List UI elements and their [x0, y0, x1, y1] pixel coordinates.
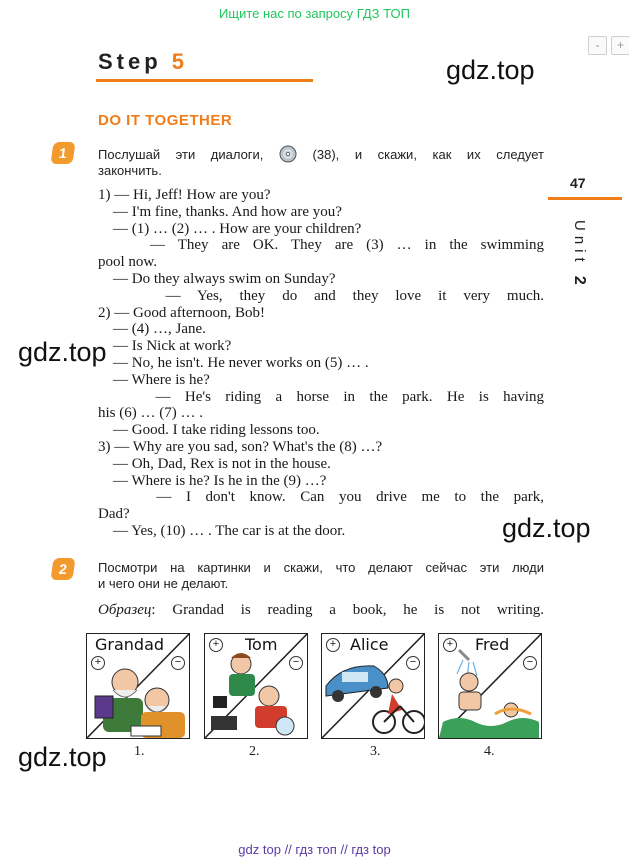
plus-icon: +: [209, 638, 223, 652]
dialogue-line: pool now.: [98, 254, 158, 271]
unit-label: Unit 2: [571, 220, 588, 285]
exercise-1-instruction: Послушай эти диалоги, (38), и скажи, как их следует закончить.: [98, 147, 544, 178]
step-label: Step: [98, 49, 162, 74]
side-divider: [548, 197, 622, 200]
dialogue-line: — Oh, Dad, Rex is not in the house.: [98, 455, 331, 472]
dialogue-line: — Where is he?: [98, 371, 210, 388]
dialogue-line: — No, he isn't. He never works on (5) … .: [98, 354, 369, 371]
step-heading: [98, 49, 188, 75]
exercise-2-badge: 2: [50, 558, 75, 580]
minus-icon: −: [171, 656, 185, 670]
minus-icon: −: [523, 656, 537, 670]
plus-icon: +: [443, 638, 457, 652]
watermark-top: gdz.top: [446, 55, 535, 85]
exercise-1-dialogues: [98, 187, 544, 540]
dialogue-line: — I don't know. Can you drive me to the park,: [98, 489, 544, 506]
exercise-2-instruction: Посмотри на картинки и скажи, что делают сейчас эти люди и чего они не делают.: [98, 560, 544, 591]
example-sentence: Образец: Grandad is reading a book, he is not writing.: [98, 602, 544, 618]
dialogue-line: Dad?: [98, 506, 130, 523]
audio-cd-icon: [279, 145, 297, 163]
dialogue-line: — Where is he? Is he in the (9) …?: [98, 472, 327, 489]
picture-fred: Fred + −: [438, 633, 542, 739]
section-title: DO IT TOGETHER: [98, 112, 233, 129]
plus-icon: +: [326, 638, 340, 652]
zoom-in-button[interactable]: +: [611, 36, 629, 55]
footer-separator: //: [340, 842, 348, 857]
page-number: 47: [570, 175, 586, 191]
dialogue-line: — (1) … (2) … . How are your children?: [98, 220, 362, 237]
picture-label-2: 2.: [249, 744, 260, 759]
minus-icon: −: [406, 656, 420, 670]
dialogue-line: — I'm fine, thanks. And how are you?: [98, 203, 342, 220]
dialogue-line: — Do they always swim on Sunday?: [98, 270, 336, 287]
dialogue-line: — Yes, (10) … . The car is at the door.: [98, 522, 346, 539]
dialogue-line: — Is Nick at work?: [98, 338, 232, 355]
dialogue-line: 3) — Why are you sad, son? What's the (8) …?: [98, 438, 383, 455]
footer-links: [0, 842, 629, 857]
dialogue-line: 2) — Good afternoon, Bob!: [98, 304, 266, 321]
footer-link-2[interactable]: гдз топ: [295, 842, 337, 857]
dialogue-line: — Yes, they do and they love it very much.: [98, 287, 544, 304]
top-banner[interactable]: Ищите нас по запросу ГДЗ ТОП: [219, 6, 410, 21]
picture-label-4: 4.: [484, 744, 495, 759]
footer-separator: //: [284, 842, 292, 857]
dialogue-line: — Good. I take riding lessons too.: [98, 422, 320, 439]
watermark-right: gdz.top: [502, 513, 591, 543]
minus-icon: −: [289, 656, 303, 670]
footer-link-1[interactable]: gdz top: [238, 842, 281, 857]
dialogue-line: his (6) … (7) … .: [98, 405, 203, 422]
dialogue-line: — (4) …, Jane.: [98, 321, 206, 338]
picture-label-3: 3.: [370, 744, 381, 759]
watermark-left: gdz.top: [18, 337, 107, 367]
picture-grandad: Grandad + −: [86, 633, 190, 739]
exercise-1-badge: 1: [50, 142, 75, 164]
dialogue-line: — He's riding a horse in the park. He is having: [98, 388, 544, 405]
zoom-out-button[interactable]: -: [588, 36, 607, 55]
watermark-bottom: gdz.top: [18, 742, 107, 772]
plus-icon: +: [91, 656, 105, 670]
step-number: 5: [171, 49, 188, 74]
step-underline: [96, 79, 313, 82]
dialogue-line: — They are OK. They are (3) … in the swimming: [98, 237, 544, 254]
picture-alice: Alice + −: [321, 633, 425, 739]
footer-link-3[interactable]: гдз top: [351, 842, 391, 857]
picture-tom: Tom + −: [204, 633, 308, 739]
picture-label-1: 1.: [134, 744, 145, 759]
dialogue-line: 1) — Hi, Jeff! How are you?: [98, 187, 271, 203]
